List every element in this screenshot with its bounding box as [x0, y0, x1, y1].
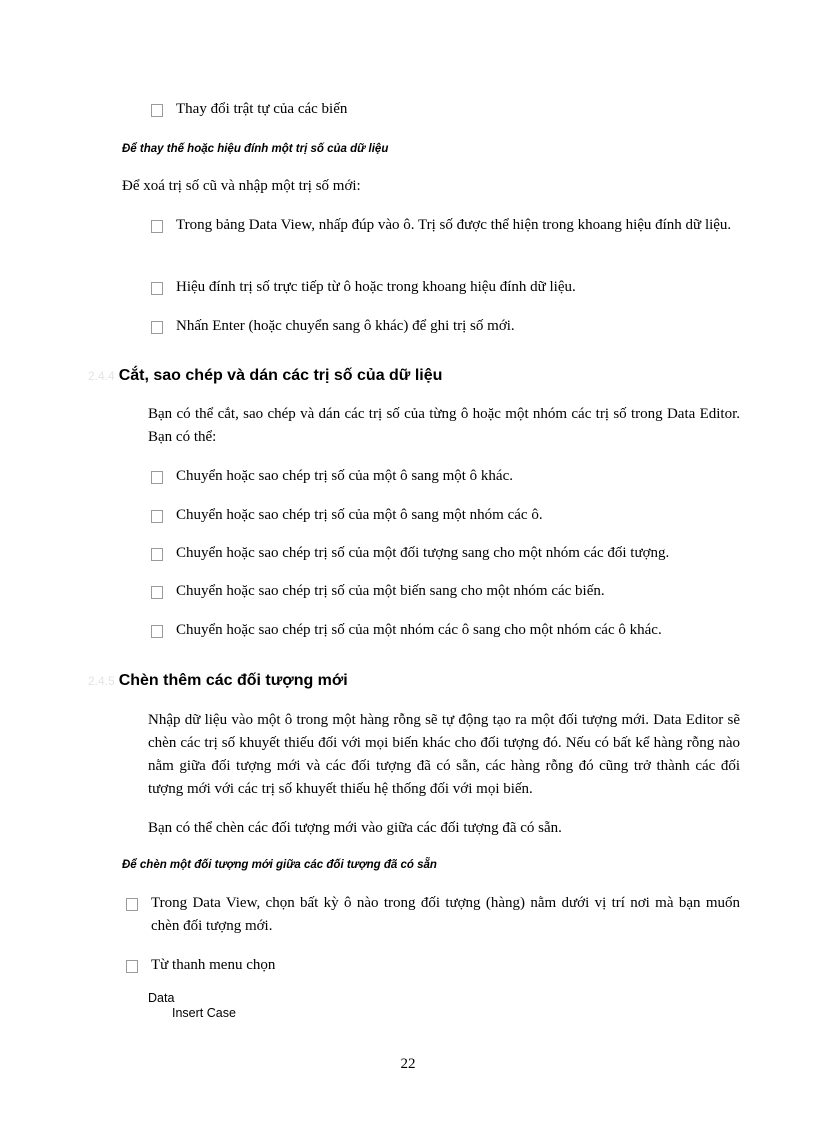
- menu-path-insert-case: Insert Case: [172, 1006, 236, 1020]
- bullet-icon: [151, 625, 163, 638]
- list-item: [151, 276, 743, 299]
- list-item-text: Từ thanh menu chọn: [151, 957, 276, 973]
- bullet-icon: [126, 898, 138, 911]
- section-title: Cắt, sao chép và dán các trị số của dữ liệu: [118, 367, 443, 384]
- list-item-text: Chuyển hoặc sao chép trị số của một biến sang cho một nhóm các biến.: [176, 583, 605, 599]
- intro-replace: Để xoá trị số cũ và nhập một trị số mới:: [122, 178, 361, 194]
- list-item: [151, 315, 743, 338]
- subheading-replace-value: Để thay thế hoặc hiệu đính một trị số của dữ liệu: [122, 143, 389, 155]
- list-item: [151, 619, 743, 642]
- section-number: 2.4.4: [88, 369, 115, 383]
- bullet-text: Thay đổi trật tự của các biến: [176, 101, 348, 117]
- bullet-icon: [151, 586, 163, 599]
- list-item: [151, 504, 743, 527]
- subheading-insert-case: Để chèn một đối tượng mới giữa các đối tượng đã có sẵn: [122, 859, 437, 871]
- bullet-icon: [151, 510, 163, 523]
- list-item: [151, 542, 743, 565]
- list-item-text: Chuyển hoặc sao chép trị số của một ô sang một ô khác.: [176, 468, 514, 484]
- list-item-text: Chuyển hoặc sao chép trị số của một nhóm các ô sang cho một nhóm các ô khác.: [176, 622, 662, 638]
- bullet-icon: [151, 220, 163, 233]
- bullet-icon: [151, 548, 163, 561]
- bullet-icon: [126, 960, 138, 973]
- page-number: 22: [400, 1056, 416, 1072]
- list-item: [151, 580, 743, 603]
- menu-path-data: Data: [148, 991, 175, 1005]
- list-item-text: Chuyển hoặc sao chép trị số của một ô sang một nhóm các ô.: [176, 507, 543, 523]
- section-title: Chèn thêm các đối tượng mới: [118, 672, 348, 689]
- list-item-text: Hiệu đính trị số trực tiếp từ ô hoặc trong khoang hiệu đính dữ liệu.: [176, 279, 576, 295]
- list-item-text: Chuyển hoặc sao chép trị số của một đối tượng sang cho một nhóm các đối tượng.: [176, 545, 670, 561]
- section-insert-paragraph-1: Nhập dữ liệu vào một ô trong một hàng rỗng sẽ tự động tạo ra một đối tượng mới. Data Editor sẽ chèn các trị số khuyết thiếu đối với mọi biến khác cho đối tượng đó. Nếu có bất kể hàng rỗng nào nằm giữa đối tượng mới và các đối tượng đã có sẵn, các hàng rỗng đó cũng trở thành các đối tượng mới với các trị số khuyết thiếu hệ thống đối với mọi biến.: [148, 712, 740, 797]
- bullet-icon: [151, 471, 163, 484]
- list-item: [126, 954, 740, 977]
- bullet-icon: [151, 104, 163, 117]
- section-cut-intro: Bạn có thể cắt, sao chép và dán các trị số của từng ô hoặc một nhóm các trị số trong Data Editor. Bạn có thể:: [148, 406, 740, 445]
- list-item: [151, 465, 743, 488]
- list-item-text: Nhấn Enter (hoặc chuyển sang ô khác) để ghi trị số mới.: [176, 318, 515, 334]
- list-item: [151, 214, 743, 237]
- bullet-icon: [151, 282, 163, 295]
- list-item-text: Trong bảng Data View, nhấp đúp vào ô. Trị số được thể hiện trong khoang hiệu đính dữ liệu.: [176, 217, 732, 233]
- section-insert-paragraph-2: Bạn có thể chèn các đối tượng mới vào giữa các đối tượng đã có sẵn.: [148, 820, 562, 836]
- bullet-change-order: [151, 98, 751, 121]
- section-heading-insert-cases: [88, 671, 748, 691]
- section-heading-cut-copy-paste: [88, 366, 748, 386]
- list-item: [126, 892, 740, 938]
- section-number: 2.4.5: [88, 674, 115, 688]
- bullet-icon: [151, 321, 163, 334]
- list-item-text: Trong Data View, chọn bất kỳ ô nào trong đối tượng (hàng) nằm dưới vị trí nơi mà bạn muốn chèn đối tượng mới.: [151, 895, 740, 934]
